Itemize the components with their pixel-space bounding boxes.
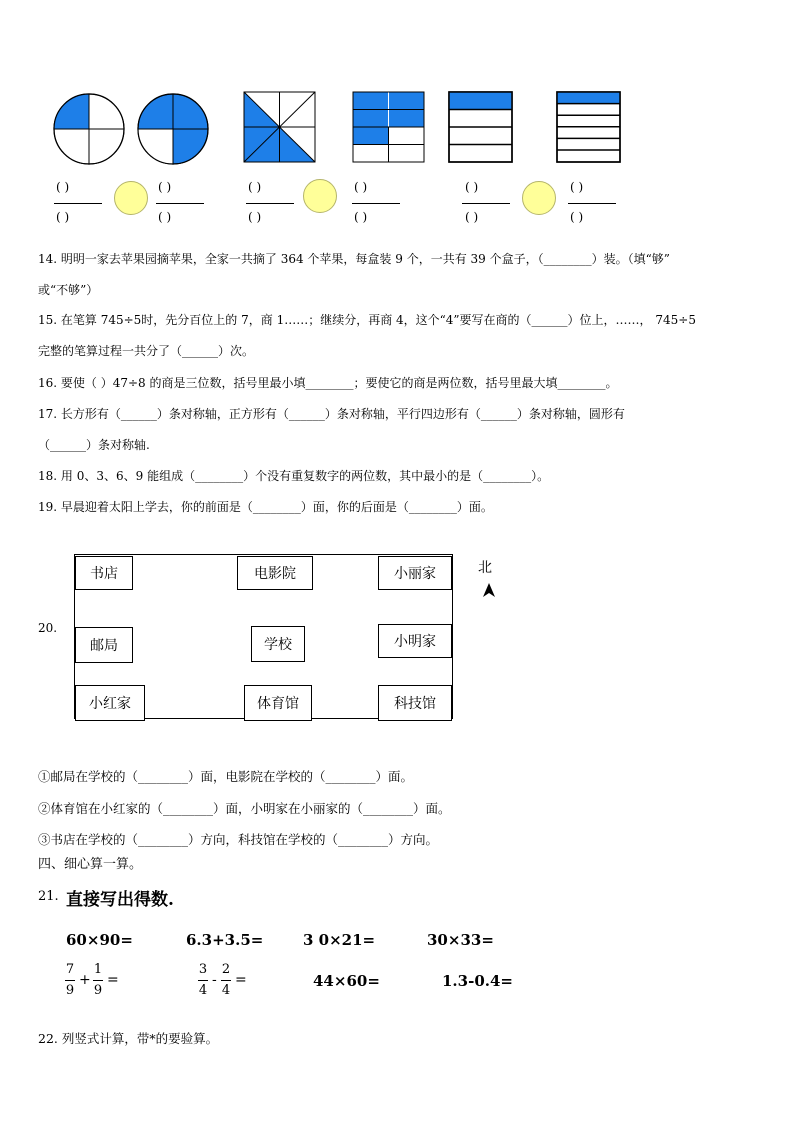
map-school: 学校 bbox=[251, 626, 305, 662]
denominator-blank[interactable]: ( ) bbox=[465, 210, 479, 224]
equals: = bbox=[235, 972, 247, 988]
denominator: 4 bbox=[221, 983, 231, 998]
fraction-bar bbox=[156, 203, 204, 204]
strip-four-figure bbox=[448, 91, 514, 163]
question-21-title: 直接写出得数. bbox=[66, 890, 174, 910]
question-20-part-2: ②体育馆在小红家的（________）面，小明家在小丽家的（________）面。 bbox=[38, 801, 451, 816]
compare-circle[interactable] bbox=[522, 181, 556, 215]
strip-six-figure bbox=[556, 91, 622, 163]
numerator-blank[interactable]: ( ) bbox=[465, 180, 479, 194]
map-bookstore: 书店 bbox=[75, 556, 133, 590]
equals: = bbox=[107, 972, 119, 988]
numerator: 2 bbox=[221, 962, 231, 977]
question-15-line-1: 15. 在笔算 745÷5时，先分百位上的 7，商 1……；继续分，再商 4，这个“4”要写在商的（______）位上，……， 745÷5 bbox=[38, 313, 696, 327]
compare-circle[interactable] bbox=[303, 179, 337, 213]
map-gym: 体育馆 bbox=[244, 685, 312, 721]
denominator: 9 bbox=[65, 983, 75, 998]
circle-quarter-figure-1 bbox=[52, 92, 126, 166]
question-17-line-1: 17. 长方形有（______）条对称轴，正方形有（______）条对称轴，平行四边形有（______）条对称轴，圆形有 bbox=[38, 407, 625, 421]
calc-3: 3 0×21= bbox=[303, 931, 376, 949]
numerator-blank[interactable]: ( ) bbox=[570, 180, 584, 194]
question-14-line-2: 或“不够”） bbox=[38, 283, 99, 297]
denominator: 4 bbox=[198, 983, 208, 998]
calc-4: 30×33= bbox=[427, 931, 494, 949]
denominator: 9 bbox=[93, 983, 103, 998]
question-20-part-1: ①邮局在学校的（________）面，电影院在学校的（________）面。 bbox=[38, 769, 414, 784]
question-22: 22. 列竖式计算，带*的要验算。 bbox=[38, 1031, 219, 1046]
north-label: 北 bbox=[478, 560, 492, 576]
grid-block-figure bbox=[352, 91, 426, 163]
question-16: 16. 要使（ ）47÷8 的商是三位数，括号里最小填________；要使它的商是两位数，括号里最大填________。 bbox=[38, 376, 618, 390]
question-19: 19. 早晨迎着太阳上学去，你的前面是（________）面，你的后面是（________）面。 bbox=[38, 500, 493, 514]
question-21-number: 21. bbox=[38, 889, 59, 904]
map-science-museum: 科技馆 bbox=[378, 685, 452, 721]
calc-5: 44×60= bbox=[313, 972, 380, 990]
question-18: 18. 用 0、3、6、9 能组成（________）个没有重复数字的两位数，其中最小的是（________）。 bbox=[38, 469, 550, 483]
denominator-blank[interactable]: ( ) bbox=[570, 210, 584, 224]
circle-quarter-figure-2 bbox=[136, 92, 210, 166]
numerator-blank[interactable]: ( ) bbox=[354, 180, 368, 194]
map-xiaohong-home: 小红家 bbox=[75, 685, 145, 721]
numerator-blank[interactable]: ( ) bbox=[248, 180, 262, 194]
numerator: 3 bbox=[198, 962, 208, 977]
fraction-bar bbox=[352, 203, 400, 204]
question-15-line-2: 完整的笔算过程一共分了（______）次。 bbox=[38, 344, 255, 358]
numerator-blank[interactable]: ( ) bbox=[56, 180, 70, 194]
operator: - bbox=[212, 972, 217, 988]
question-14-line-1: 14. 明明一家去苹果园摘苹果，全家一共摘了 364 个苹果，每盒装 9 个，一共有 39 个盒子，（________）装。（填“够” bbox=[38, 252, 670, 266]
denominator-blank[interactable]: ( ) bbox=[158, 210, 172, 224]
section-4-heading: 四、细心算一算。 bbox=[38, 857, 143, 872]
denominator-blank[interactable]: ( ) bbox=[248, 210, 262, 224]
fraction-bar bbox=[568, 203, 616, 204]
map-xiaoli-home: 小丽家 bbox=[378, 556, 452, 590]
numerator: 1 bbox=[93, 962, 103, 977]
numerator: 7 bbox=[65, 962, 75, 977]
calc-1: 60×90= bbox=[66, 931, 133, 949]
fraction-bar bbox=[246, 203, 294, 204]
fraction-bar bbox=[462, 203, 510, 204]
map-cinema: 电影院 bbox=[237, 556, 313, 590]
denominator-blank[interactable]: ( ) bbox=[354, 210, 368, 224]
denominator-blank[interactable]: ( ) bbox=[56, 210, 70, 224]
question-20-part-3: ③书店在学校的（________）方向，科技馆在学校的（________）方向。 bbox=[38, 832, 439, 847]
north-arrow-icon bbox=[481, 582, 497, 598]
calc-2: 6.3+3.5= bbox=[186, 931, 264, 949]
square-triangle-figure bbox=[243, 91, 317, 163]
map-post-office: 邮局 bbox=[75, 627, 133, 663]
question-20-number: 20. bbox=[38, 621, 58, 635]
operator: + bbox=[79, 972, 91, 988]
calc-6: 1.3-0.4= bbox=[442, 972, 513, 990]
numerator-blank[interactable]: ( ) bbox=[158, 180, 172, 194]
compare-circle[interactable] bbox=[114, 181, 148, 215]
map-xiaoming-home: 小明家 bbox=[378, 624, 452, 658]
fraction-bar bbox=[54, 203, 102, 204]
question-17-line-2: （______）条对称轴. bbox=[38, 438, 150, 452]
